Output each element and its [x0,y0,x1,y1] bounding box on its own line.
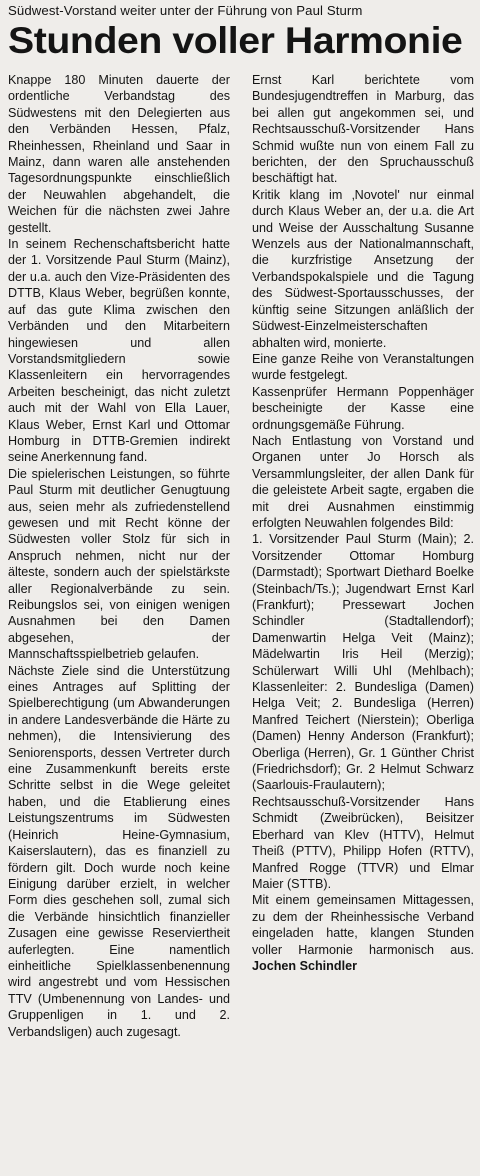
paragraph-kassenpruefer: Kassenprüfer Hermann Poppenhäger bescheinigte der Kasse eine ordnungsgemäße Führung. [252,384,474,432]
article-author: Jochen Schindler [252,958,357,973]
paragraph-veranstaltungen: Eine ganze Reihe von Veranstaltungen wurde festgelegt. [252,351,474,383]
paragraph-wahlergebnis: 1. Vorsitzender Paul Sturm (Main); 2. Vorsitzender Ottomar Homburg (Darmstadt); Sportwart Diethard Boelke (Steinbach/Ts.); Jugendwart Ernst Karl (Frankfurt); Pressewart Jochen Schindler (Stadtallendorf); Damenwartin Helga Veit (Mainz); Mädelwartin Iris Heil (Merzig); Schülerwart Willi Uhl (Mehlbach); Klassenleiter: 2. Bundesliga (Damen) Helga Veit; 2. Bundesliga (Herren) Manfred Teichert (Nierstein); Oberliga (Damen) Henny Anderson (Frankfurt); Oberliga (Herren), Gr. 1 Günther Christ (Friedrichsdorf); Gr. 2 Helmut Schwarz (Saarlouis-Fraulautern); Rechtsausschuß-Vorsitzender Hans Schmidt (Zweibrücken), Beisitzer Eberhard van Klev (HTTV), Helmut Theiß (PTTV), Philipp Hofen (RTTV), Manfred Rogge (TTVR) und Elmar Maier (STTB). [252,532,474,891]
paragraph-leistungen: Die spielerischen Leistungen, so führte Paul Sturm mit deutlicher Genugtuung aus, seien mehr als zufriedenstellend gewesen und mit Recht könne der Südwesten voller Stolz für sich in Anspruch nehmen, nicht nur der älteste, sondern auch der spielstärkste aller Regionalverbände zu sein. Reibungslos sei, von einigen wenigen Ausnahmen bei den Damen abgesehen, der Mannschaftsspielbetrieb gelaufen. [8,466,230,662]
paragraph-rechenschaftsbericht: In seinem Rechenschaftsbericht hatte der 1. Vorsitzende Paul Sturm (Mainz), der u.a. auch den Vize-Präsidenten des DTTB, Klaus Weber, begrüßen konnte, auf das gute Klima zwischen den Verbänden und den Mitarbeitern hingewiesen und allen Vorstandsmitgliedern sowie Klassenleitern ein hervorragendes Arbeiten bescheinigt, das nicht zuletzt auch mit der Wahl von Ella Lauer, Klaus Weber, Ernst Karl und Ottomar Homburg in DTTB-Gremien indirekt seine Anerkennung fand. [8,237,230,465]
paragraph-kritik: Kritik klang im ‚Novotel' nur einmal durch Klaus Weber an, der u.a. die Art und Weise der Ausschaltung Susanne Wenzels aus der Nationalmannschaft, die kurzfristige Ansetzung der Verbandspokalspiele und die Tagung des Südwest-Sportausschusses, der künftig seine Sitzungen anläßlich der Südwest-Einzelmeisterschaften abhalten wird, monierte. [252,187,474,350]
paragraph-bundesjugendtreffen: Ernst Karl berichtete vom Bundesjugendtreffen in Marburg, das bei allen gut angekommen sei, und Rechtsausschuß-Vorsitzender Hans Schmid wußte nun von einem Fall zu berichten, der den Spruchausschuß beschäftigt hat. [252,73,474,186]
article-kicker: Südwest-Vorstand weiter unter der Führung von Paul Sturm [8,3,363,18]
closing-text: Mit einem gemeinsamen Mittagessen, zu dem der Rheinhessische Verband eingeladen hatte, klangen Stunden voller Harmonie harmonisch aus. [252,893,474,957]
paragraph-ziele: Nächste Ziele sind die Unterstützung eines Antrages auf Splitting der Spielberechtigung (um Abwanderungen in andere Landesverbände die Härte zu nehmen), die Intensivierung des Seniorensports, dessen Vertreter durch eine Zusammenkunft bereits erste Schritte selbst in die Wege geleitet haben, und die Etablierung eines Leistungszentrums im Südwesten (Heinrich Heine-Gymnasium, Kaiserslautern), das es finanziell zu fördern gilt. Doch wurde noch keine Einigung darüber erzielt, in welcher Form dies geschehen soll, zumal sich die Verbände hinsichtlich finanzieller Zusagen eine gewisse Reserviertheit auferlegten. Eine namentlich einheitliche Spielklassenbenennung wird angestrebt und vom Hessischen TTV (Umbenennung von Landes- und Gruppenligen in 1. und 2. Verbandsligen) auch zugesagt. [8,663,230,1039]
paragraph-intro: Knappe 180 Minuten dauerte der ordentliche Verbandstag des Südwestens mit den Delegierten aus den Verbänden Hessen, Pfalz, Rheinhessen, Rheinland und Saar in Mainz, dann waren alle anstehenden Tagesordnungspunkte einschließlich der Neuwahlen abgehandelt, die Weichen für die nächsten zwei Jahre gestellt. [8,73,230,235]
article-column-right [252,72,474,974]
article-column-left [8,72,230,1040]
paragraph-closing [252,892,474,974]
article-headline: Stunden voller Harmonie [8,20,463,61]
paragraph-neuwahlen: Nach Entlastung von Vorstand und Organen unter Jo Horsch als Versammlungsleiter, der allen Dank für die geleistete Arbeit sagte, ergaben die mit drei Ausnahmen einstimmig erfolgten Neuwahlen folgendes Bild: [252,433,474,530]
